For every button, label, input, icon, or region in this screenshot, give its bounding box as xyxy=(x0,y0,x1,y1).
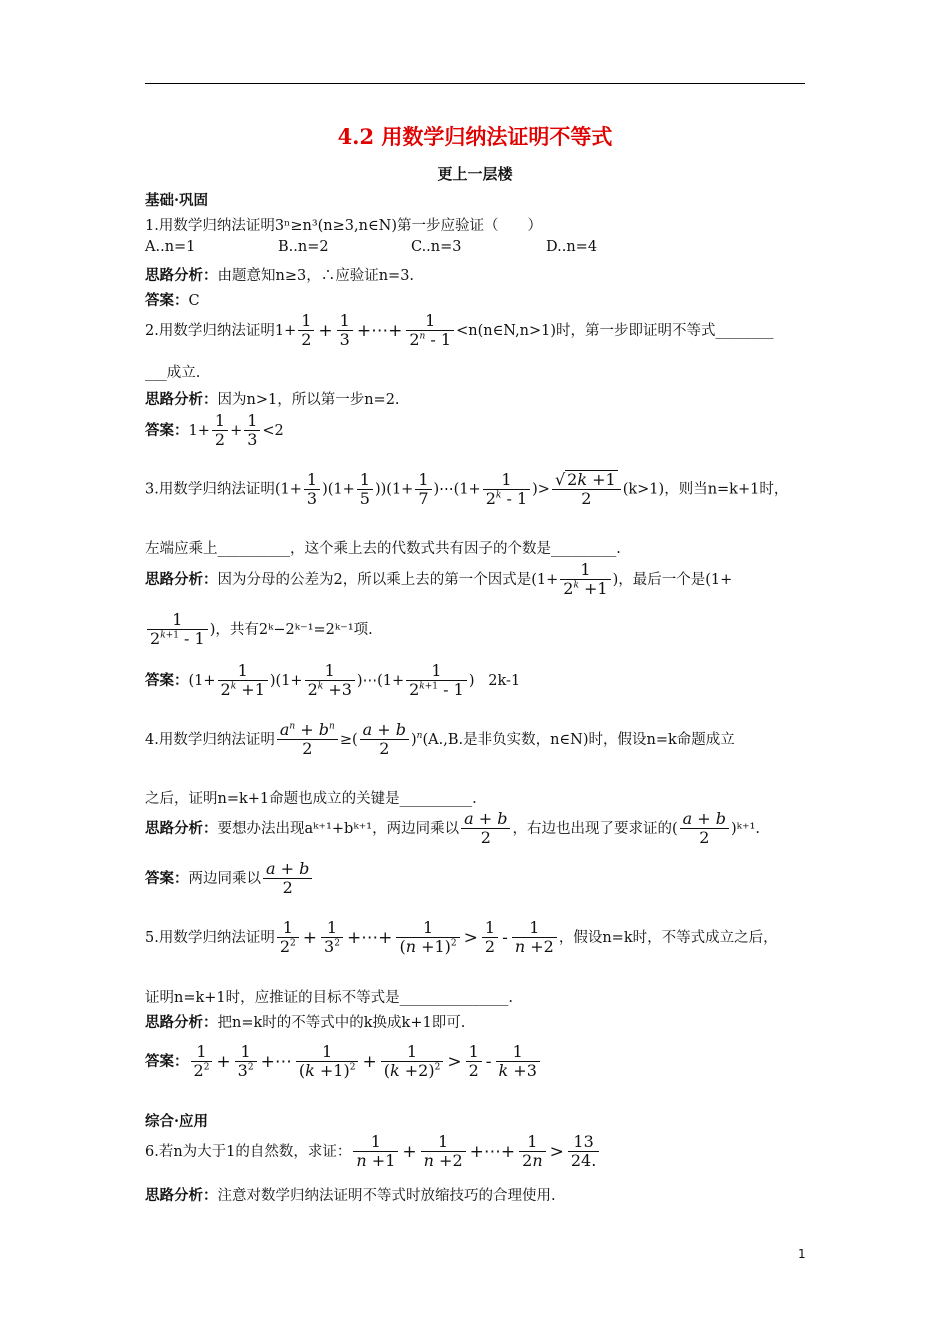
page-subtitle: 更上一层楼 xyxy=(437,165,513,183)
q1-option-a: A..n=1 xyxy=(145,239,196,255)
page-title: 4.2 用数学归纳法证明不等式 xyxy=(337,124,613,149)
header-rule xyxy=(145,83,805,84)
q3-analysis-2: $\frac{1}{2^{k+1} - 1}$ )，共有2ᵏ−2ᵏ⁻¹=2ᵏ⁻¹项. xyxy=(145,611,373,649)
q5-line2: 证明n=k+1时，应推证的目标不等式是_______________. xyxy=(145,990,514,1006)
q6-analysis: 思路分析：注意对数学归纳法证明不等式时放缩技巧的合理使用. xyxy=(145,1187,556,1204)
q3-answer: 答案：(1+ $\frac{1}{2^k +1}$ )(1+ $\frac{1}{2^k +3}$ )⋯(1+ $\frac{1}{2^{k+1} - 1}$ ) 2k-1 xyxy=(145,661,521,700)
q2-analysis: 思路分析：因为n>1，所以第一步n=2. xyxy=(145,391,400,408)
q3-line2: 左端应乘上__________，这个乘上去的代数式共有因子的个数是_________. xyxy=(145,541,621,557)
q1-analysis: 思路分析：由题意知n≥3，∴应验证n=3. xyxy=(145,267,415,284)
q1-option-c: C..n=3 xyxy=(411,239,462,255)
section-heading-applied: 综合·应用 xyxy=(145,1113,209,1130)
formula-fraction: $\frac{1}{2}$ xyxy=(298,312,314,350)
q1-option-b: B..n=2 xyxy=(278,239,329,255)
q3-line1: 3.用数学归纳法证明(1+ $\frac{1}{3}$ )(1+ $\frac{1}{5}$ ))(1+ $\frac{1}{7}$ )⋯(1+ $\frac{1}{2^k - 1}$ )> $\frac{√ 2k +1}{2}$ (k>1)，则当n=k+1时， xyxy=(145,469,789,509)
q4-line1: 4.用数学归纳法证明 $\frac{a^n + b^n}{2}$ ≥( $\frac{a + b}{2}$ )$^n$(A.,B.是非负实数，n∈N)时，假设n=k命题成立 xyxy=(145,720,735,759)
q3-analysis-1: 思路分析：因为分母的公差为2，所以乘上去的第一个因式是(1+ $\frac{1}{2^k +1}$ )，最后一个是(1+ xyxy=(145,560,733,599)
q6-line1: 6.若n为大于1的自然数，求证： $\frac{1}{n +1}$ + $\frac{1}{n +2}$ +⋯+ $\frac{1}{2n}$ > $\frac{13}{24.}$ xyxy=(145,1133,601,1171)
q4-analysis: 思路分析：要想办法出现aᵏ⁺¹+bᵏ⁺¹，两边同乘以 $\frac{a + b}{2}$ ，右边也出现了要求证的( $\frac{a + b}{2}$ )ᵏ⁺¹. xyxy=(145,809,761,848)
page-number: 1 xyxy=(798,1247,806,1261)
q5-line1: 5.用数学归纳法证明 $\frac{1}{2^2}$ + $\frac{1}{3^2}$ +⋯+ $\frac{1}{(n +1)^2}$ > $\frac{1}{2}$ - $\frac{1}{n +2}$ ，假设n=k时，不等式成立之后， xyxy=(145,918,778,957)
q1-answer: 答案：C xyxy=(145,292,200,309)
q1-option-d: D..n=4 xyxy=(546,239,598,255)
q2-line2: ___成立. xyxy=(145,365,201,381)
q5-answer: 答案： $\frac{1}{2^2}$ + $\frac{1}{3^2}$ +⋯ $\frac{1}{(k +1)^2}$ + $\frac{1}{(k +2)^2}$ > $\frac{1}{2}$ - $\frac{1}{k +3}$ xyxy=(145,1043,542,1081)
q4-line2: 之后，证明n=k+1命题也成立的关键是__________. xyxy=(145,791,477,807)
q4-answer: 答案：两边同乘以 $\frac{a + b}{2}$ xyxy=(145,860,314,898)
q5-analysis: 思路分析：把n=k时的不等式中的k换成k+1即可. xyxy=(145,1014,466,1031)
q1-text: 1.用数学归纳法证明3ⁿ≥n³(n≥3,n∈N)第一步应验证（ ） xyxy=(145,218,543,234)
section-heading-basic: 基础·巩固 xyxy=(145,192,209,209)
q2-answer: 答案：1+ $\frac{1}{2}$ + $\frac{1}{3}$ <2 xyxy=(145,411,284,450)
q2-line1: 2.用数学归纳法证明1+ $\frac{1}{2}$ + $\frac{1}{3}$ +⋯+ $\frac{1}{2^n - 1}$ <n(n∈N,n>1)时，第一步即证明不等式________ xyxy=(145,311,774,350)
